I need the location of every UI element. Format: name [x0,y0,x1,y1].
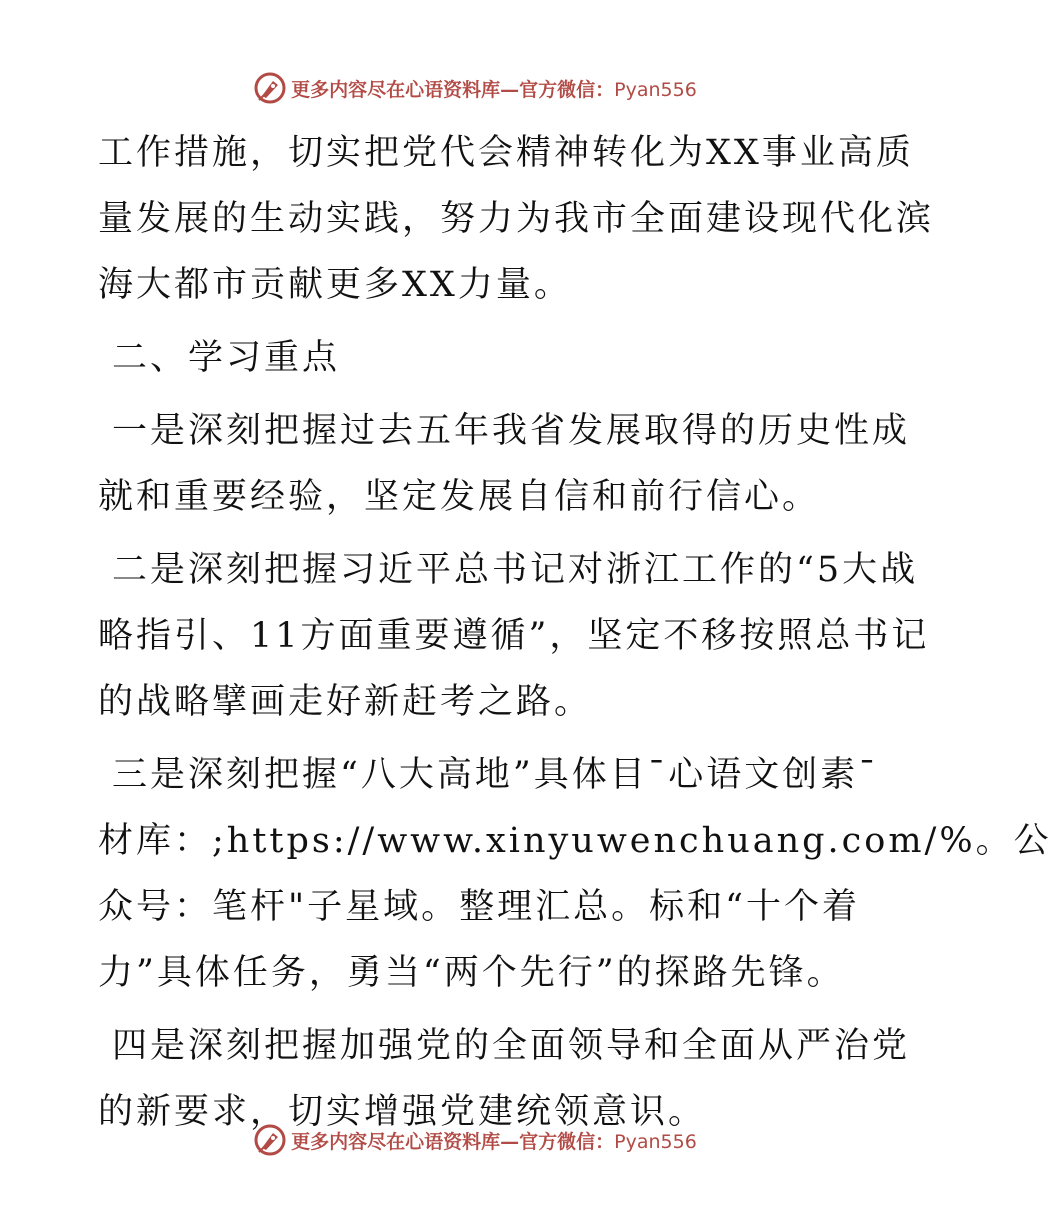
paragraph-line: 一是深刻把握过去五年我省发展取得的历史性成 [112,411,911,451]
paragraph-line: 略指引、11方面重要遵循”，坚定不移按照总书记 [98,616,930,656]
watermark-label: 更多内容尽在心语资料库—官方微信： [291,78,615,101]
paragraph-line: 就和重要经验，坚定发展自信和前行信心。 [98,477,821,517]
header-watermark [0,68,950,108]
section-heading: 二、学习重点 [112,338,341,378]
watermark-text [291,75,697,102]
document-body [98,120,1052,1145]
paragraph-line: 四是深刻把握加强党的全面领导和全面从严治党 [112,1026,911,1066]
wechat-id: Pyan556 [614,78,697,101]
paragraph-line: 的战略擘画走好新赶考之路。 [98,682,593,722]
paragraph-line: 三是深刻把握“八大高地”具体目¯心语文创素¯ [112,755,879,795]
paragraph-line: 材库：;https://www.xinyuwenchuang.com/%。公 [98,821,1052,861]
paragraph-line: 力”具体任务，勇当“两个先行”的探路先锋。 [98,953,845,993]
paragraph-line: 量发展的生动实践，努力为我市全面建设现代化滨 [98,199,935,239]
pen-nib-circle-icon [253,1123,287,1157]
paragraph-line: 二是深刻把握习近平总书记对浙江工作的“5大战 [112,550,919,590]
paragraph-line: 众号：笔杆"子星域。整理汇总。标和“十个着 [98,887,860,927]
paragraph-line: 工作措施，切实把党代会精神转化为XX事业高质 [98,133,914,173]
wechat-id: Pyan556 [614,1130,697,1153]
pen-nib-circle-icon [253,71,287,105]
paragraph-line: 海大都市贡献更多XX力量。 [98,265,572,305]
watermark-text [291,1127,697,1154]
footer-watermark [0,1120,950,1160]
paragraph-line: 的新要求，切实增强党建统领意识。 [98,1092,707,1132]
watermark-label: 更多内容尽在心语资料库—官方微信： [291,1130,615,1153]
